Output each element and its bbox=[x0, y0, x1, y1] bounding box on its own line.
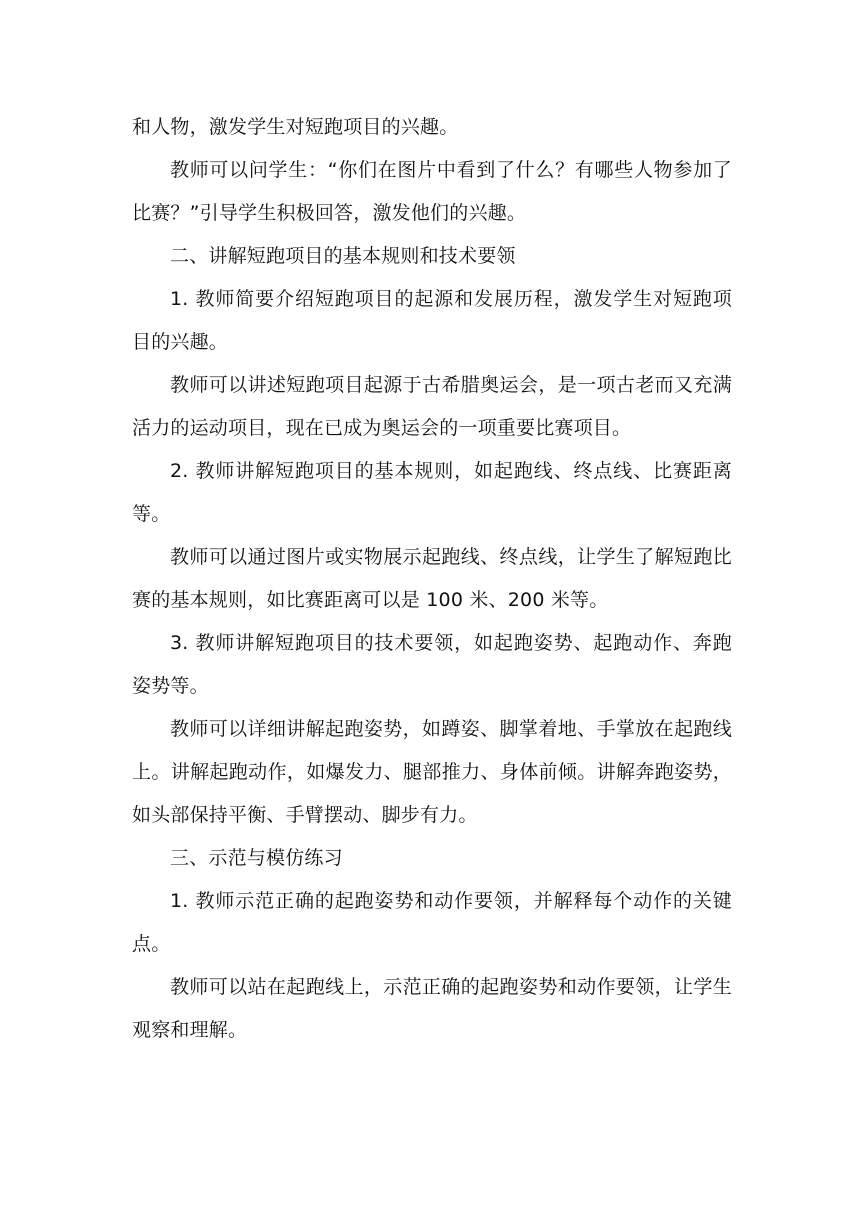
section-heading: 二、讲解短跑项目的基本规则和技术要领 bbox=[170, 245, 516, 267]
paragraph: 教师可以通过图片或实物展示起跑线、终点线，让学生了解短跑比赛的基本规则，如比赛距离可以是 100 米、200 米等。 bbox=[132, 546, 732, 611]
section-heading: 三、示范与模仿练习 bbox=[170, 847, 343, 869]
document-body bbox=[132, 106, 732, 1052]
paragraph: 教师可以讲述短跑项目起源于古希腊奥运会，是一项古老而又充满活力的运动项目，现在已成为奥运会的一项重要比赛项目。 bbox=[132, 374, 732, 439]
paragraph: 教师可以问学生：“你们在图片中看到了什么？有哪些人物参加了比赛？”引导学生积极回答，激发他们的兴趣。 bbox=[132, 159, 732, 224]
paragraph: 2. 教师讲解短跑项目的基本规则，如起跑线、终点线、比赛距离等。 bbox=[132, 460, 732, 525]
paragraph: 3. 教师讲解短跑项目的技术要领，如起跑姿势、起跑动作、奔跑姿势等。 bbox=[132, 632, 732, 697]
paragraph: 教师可以详细讲解起跑姿势，如蹲姿、脚掌着地、手掌放在起跑线上。讲解起跑动作，如爆发力、腿部推力、身体前倾。讲解奔跑姿势，如头部保持平衡、手臂摆动、脚步有力。 bbox=[132, 718, 732, 826]
paragraph: 教师可以站在起跑线上，示范正确的起跑姿势和动作要领，让学生观察和理解。 bbox=[132, 976, 732, 1041]
paragraph: 和人物，激发学生对短跑项目的兴趣。 bbox=[132, 116, 459, 138]
paragraph: 1. 教师示范正确的起跑姿势和动作要领，并解释每个动作的关键点。 bbox=[132, 890, 732, 955]
paragraph: 1. 教师简要介绍短跑项目的起源和发展历程，激发学生对短跑项目的兴趣。 bbox=[132, 288, 732, 353]
